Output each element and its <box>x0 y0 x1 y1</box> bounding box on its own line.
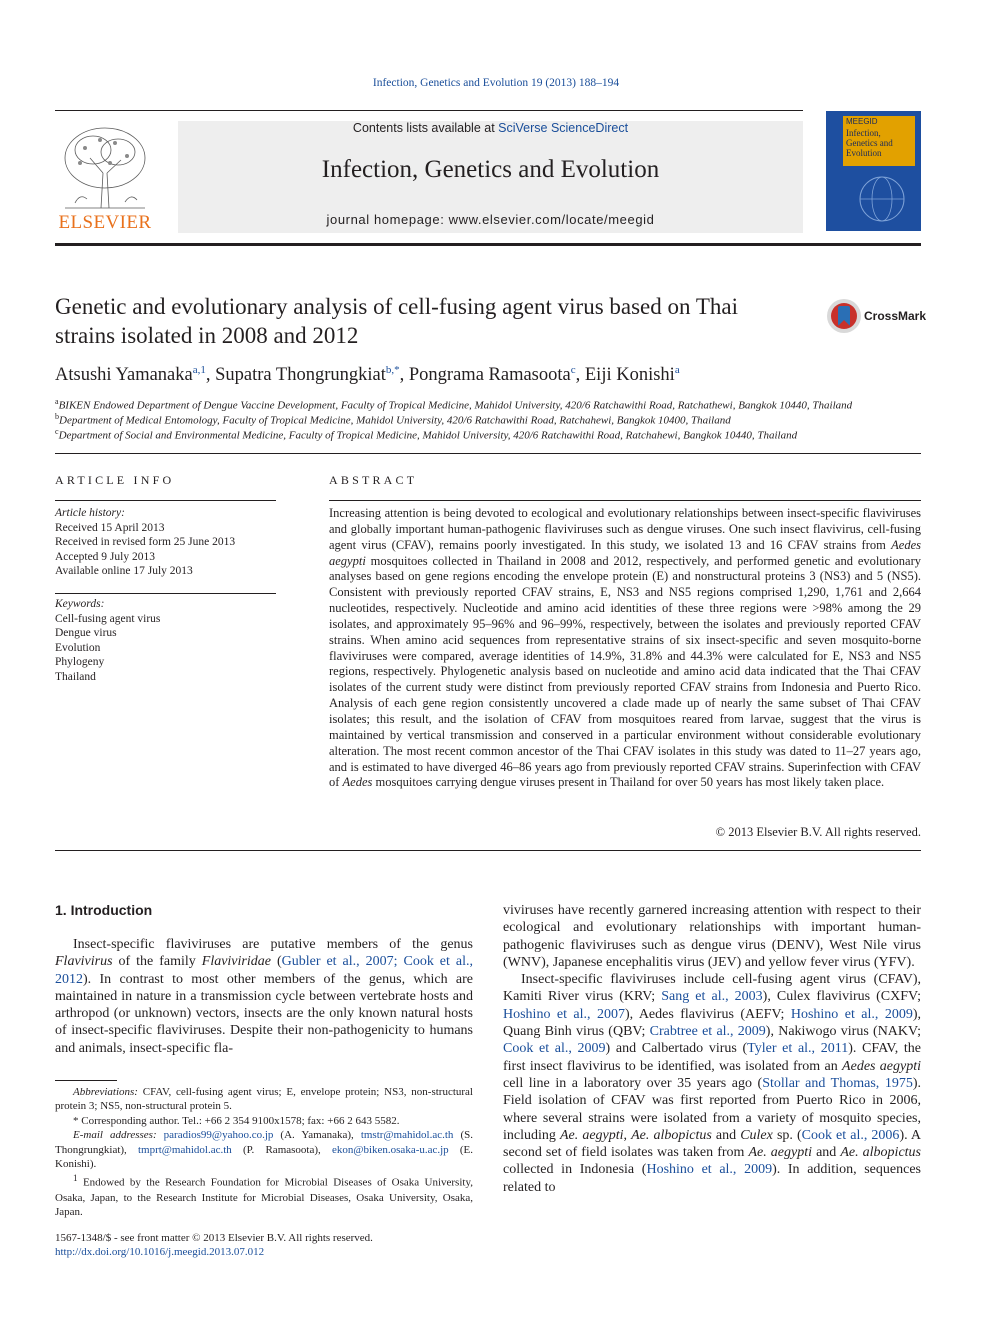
journal-citation[interactable]: Infection, Genetics and Evolution 19 (2013) 188–194 <box>372 77 620 89</box>
reference-link[interactable]: Hoshino et al., 2009 <box>790 1006 913 1022</box>
affiliation-mark: b <box>55 412 59 421</box>
text-run: and <box>711 1127 741 1143</box>
email-link[interactable]: ekon@biken.osaka-u.ac.jp <box>331 1143 449 1156</box>
homepage-prefix: journal homepage: <box>326 212 449 227</box>
crossmark-icon <box>826 298 862 334</box>
author-list <box>55 364 921 386</box>
author-name[interactable]: Pongrama Ramasoota <box>408 365 571 386</box>
abstract-rule <box>329 500 921 501</box>
text-run: ). Field isolation of CFAV was first reported from Puerto Rico in 2006, where several strains were isolated from a variety of mosquito species, including <box>503 1075 922 1143</box>
author-affiliation-mark: c <box>570 364 576 376</box>
text-run: ), Nakiwogo virus (NAKV; <box>765 1024 921 1040</box>
funding-note <box>55 1171 473 1219</box>
abstract-part: mosquitoes collected in Thailand in 2008 and 2012, respectively, and performed genetic and evolutionary analyses based on gene regions encoding the envelope protein (E) and nonstructural proteins 3 (NS3) and 5 (NS5). Consistent with previously reported CFAV strains, E, NS3 and NS5 regions comprised 1,290, 1,761 and 2,664 nucleotides, respectively. Nucleotide and amino acid identities of these three regions were >98% among the 29 isolates, and approximately 95–96% and 96–99%, respectively, between the isolates and previously reported CFAV strains. When amino acid sequences from representative strains of six insect-specific and seven mosquito-borne flaviviruses were compared, average identities of 14.9%, 31.8% and 44.3% were calculated for E, NS3 and NS5 regions, respectively. Phylogenetic analysis based on nucleotide and amino acid data indicated that the Thai CFAV isolates of the current study were distinct from previously reported CFAV strains from Indonesia and Puerto Rico. Analysis of each gene region consistently uncovered a clade made up of nearly the same subset of Thai CFAV isolates; this result, and the isolation of CFAV from mosquitoes reared from larvae, suggest that the virus is maintained by vertical transmission and conserved in a particular environment without considerable evolutionary alteration. The most recent common ancestor of the Thai CFAV isolates in this study was dated to 11–27 years ago, and is estimated to have diverged 46–86 years ago from previously reported CFAV strains. Superinfection with CFAV of <box>329 553 921 790</box>
abbreviations-note <box>55 1085 473 1114</box>
journal-cover-image <box>826 111 921 231</box>
history-item: Accepted 9 July 2013 <box>55 550 155 563</box>
text-run: ). CFAV, the first insect flavivirus to be identified, was isolated from an <box>503 1041 921 1074</box>
header-thick-rule <box>55 243 921 246</box>
history-label: Article history: <box>55 507 125 519</box>
keywords-label: Keywords: <box>55 598 105 610</box>
reference-link[interactable]: Hoshino et al., 2007 <box>503 1006 625 1022</box>
issn-line: 1567-1348/$ - see front matter © 2013 Elsevier B.V. All rights reserved. <box>55 1232 373 1244</box>
italic-run: Flavivirus <box>55 954 113 970</box>
globe-icon <box>848 173 916 225</box>
email-label: E-mail addresses: <box>73 1129 157 1142</box>
affiliation-text: Department of Social and Environmental Medicine, Faculty of Tropical Medicine, Mahidol University, 420/6 Ratchawithi Road, Ratchahewi, Bangkok 10440, Thailand <box>58 429 798 442</box>
crossmark-badge[interactable] <box>826 298 926 334</box>
email-link[interactable]: tmstr@mahidol.ac.th <box>360 1129 454 1142</box>
article-history <box>55 506 276 579</box>
text-run: ( <box>270 954 282 970</box>
keywords-list <box>55 597 276 684</box>
contents-line <box>178 121 803 135</box>
keyword: Evolution <box>55 641 101 654</box>
intro-paragraph <box>503 971 921 1196</box>
section-heading-introduction: 1. Introduction <box>55 902 153 918</box>
journal-name: Infection, Genetics and Evolution <box>321 156 660 183</box>
affiliation-mark: c <box>55 427 59 436</box>
email-note <box>55 1128 473 1171</box>
italic-run: Flaviviridae <box>201 954 271 970</box>
corresponding-author-note: * Corresponding author. Tel.: +66 2 354 9100x1578; fax: +66 2 643 5582. <box>73 1114 400 1127</box>
text-run: ) and Calbertado virus ( <box>605 1041 748 1057</box>
abstract-heading: ABSTRACT <box>329 473 418 487</box>
text-run: ), Culex flavivirus (CXFV; <box>762 989 922 1005</box>
front-matter-rule <box>55 453 921 454</box>
doi-link[interactable]: http://dx.doi.org/10.1016/j.meegid.2013.07.012 <box>55 1246 265 1259</box>
author-affiliation-mark: a,1 <box>192 364 206 376</box>
text-run: ). In addition, sequences related to <box>503 1162 921 1195</box>
issn-doi-block <box>55 1231 473 1259</box>
history-item: Available online 17 July 2013 <box>55 565 193 577</box>
article-info-rule <box>55 500 276 501</box>
intro-paragraph: viviruses have recently garnered increasing attention with respect to their ecological and evolutionary relationships with important human-pathogenic flaviviruses such as dengue virus (DENV), West Nile virus (WNV), Japanese encephalitis virus (JEV) and yellow fever virus (YFV). <box>503 903 921 970</box>
text-run: sp. ( <box>772 1127 802 1143</box>
keyword: Dengue virus <box>55 627 117 639</box>
reference-link[interactable]: Tyler et al., 2011 <box>747 1041 849 1057</box>
article-title: Genetic and evolutionary analysis of cell-fusing agent virus based on Thai strains isolated in 2008 and 2012 <box>55 294 738 348</box>
keywords-rule <box>55 593 276 594</box>
reference-link[interactable]: Stollar and Thomas, 1975 <box>762 1075 913 1091</box>
author-affiliation-mark: b,* <box>385 364 400 376</box>
abbrev-text: CFAV, cell-fusing agent virus; E, envelope protein; NS3, non-structural protein 3; NS5, non-structural protein 5. <box>55 1086 473 1113</box>
text-run: of the family <box>112 954 202 970</box>
abstract-species: Aedes <box>342 775 373 790</box>
author-separator: , <box>399 365 409 386</box>
intro-paragraph <box>55 936 473 1057</box>
reference-link[interactable]: Cook et al., 2009 <box>503 1041 606 1057</box>
history-item: Received 15 April 2013 <box>55 521 165 534</box>
right-column-text <box>503 902 921 1196</box>
affiliation-text: BIKEN Endowed Department of Dengue Vaccine Development, Faculty of Tropical Medicine, Mahidol University, 420/6 Ratchawithi Road, Ratchathewi, Bangkok 10440, Thailand <box>58 399 853 412</box>
reference-link[interactable]: Gubler et al., 2007; Cook et al., 2012 <box>55 954 473 987</box>
article-info-heading: ARTICLE INFO <box>55 473 175 487</box>
abstract-species: Aedes aegypti <box>329 537 921 568</box>
author-name[interactable]: Supatra Thongrungkiat <box>215 365 386 386</box>
text-run: ), Aedes flavivirus (AEFV; <box>624 1006 791 1022</box>
footnotes <box>55 1085 473 1219</box>
email-link[interactable]: paradios99@yahoo.co.jp <box>163 1129 274 1142</box>
author-name[interactable]: Eiji Konishi <box>584 365 675 386</box>
crossmark-label: CrossMark <box>864 309 927 323</box>
text-run: Insect-specific flaviviruses are putative members of the genus <box>73 937 473 952</box>
reference-link[interactable]: Sang et al., 2003 <box>661 989 763 1005</box>
text-run: cell line in a laboratory over 35 years ago ( <box>503 1075 763 1091</box>
contents-prefix: Contents lists available at <box>352 121 499 135</box>
keyword: Thailand <box>55 670 96 683</box>
footnote-text: Endowed by the Research Foundation for Microbial Diseases of Osaka University, Osaka, Japan, to the Research Institute for Microbial Diseases, Osaka University, Osaka, Japan. <box>55 1177 473 1218</box>
footnote-rule <box>55 1080 117 1081</box>
email-link[interactable]: tmprt@mahidol.ac.th <box>137 1143 232 1156</box>
affiliation-mark: a <box>55 397 59 406</box>
abbrev-label: Abbreviations: <box>73 1086 138 1098</box>
italic-run: Ae. albopictus <box>631 1127 712 1143</box>
italic-run: Ae. aegypti <box>748 1145 813 1161</box>
keyword: Phylogeny <box>55 656 105 668</box>
cover-title: Infection, Genetics and Evolution <box>846 128 893 158</box>
text-run: ). In contrast to most other members of the genus, which are maintained in nature in a transmission cycle between vertebrate hosts and arthropod (or unknown) vectors, insects are the only known natural hosts of insect-specific flaviviruses. Despite their non-pathogenicity to humans and animals, insect-specific fla- <box>55 971 473 1056</box>
footnote-mark: 1 <box>73 1173 78 1184</box>
email-owner: (S. Thongrungkiat), <box>55 1129 474 1156</box>
abstract-copyright: © 2013 Elsevier B.V. All rights reserved. <box>715 825 921 839</box>
text-run: Insect-specific flaviviruses include cell-fusing agent virus (CFAV), Kamiti River virus (KRV; <box>503 972 921 1005</box>
author-name[interactable]: Atsushi Yamanaka <box>55 365 193 386</box>
email-owner: (E. Konishi). <box>55 1143 473 1171</box>
abstract-bottom-rule <box>55 850 921 851</box>
cover-tag: MEEGID <box>846 117 878 126</box>
abstract-part: mosquitoes carrying dengue viruses present in Thailand for over 50 years has most likely taken place. <box>372 775 885 790</box>
left-column-text <box>55 936 473 1057</box>
text-run: , <box>623 1127 632 1143</box>
author-affiliation-mark: a <box>674 364 680 376</box>
affiliation-c <box>55 424 921 444</box>
text-run: ). A second set of field isolates was taken from <box>503 1127 922 1161</box>
text-run: collected in Indonesia ( <box>503 1162 647 1178</box>
italic-run: Aedes aegypti <box>842 1058 921 1074</box>
author-separator: , <box>205 365 216 386</box>
email-owner: (A. Yamanaka), <box>273 1129 361 1142</box>
email-owner: (P. Ramasoota), <box>231 1143 332 1156</box>
elsevier-wordmark: ELSEVIER <box>58 212 152 233</box>
italic-run: Culex <box>740 1127 773 1143</box>
homepage-url[interactable]: www.elsevier.com/locate/meegid <box>448 212 655 227</box>
reference-link[interactable]: Hoshino et al., 2009 <box>646 1162 773 1178</box>
text-run: and <box>812 1145 841 1161</box>
reference-link[interactable]: Cook et al., 2006 <box>801 1127 900 1143</box>
keyword: Cell-fusing agent virus <box>55 612 161 625</box>
author-separator: , <box>575 365 585 386</box>
italic-run: Ae. aegypti <box>559 1127 624 1143</box>
abstract-part: Increasing attention is being devoted to ecological and evolutionary relationships between insect-specific flaviviruses and globally important human-pathogenic flaviviruses such as dengue viruses. One such insect flavivirus, cell-fusing agent virus (CFAV), remains poorly investigated. In this study, we isolated 13 and 16 CFAV strains from <box>329 506 921 552</box>
history-item: Received in revised form 25 June 2013 <box>55 536 236 548</box>
header-rule <box>55 110 803 111</box>
sciencedirect-link[interactable]: SciVerse ScienceDirect <box>498 121 629 135</box>
affiliation-text: Department of Medical Entomology, Faculty of Tropical Medicine, Mahidol University, 420/6 Ratchawithi Road, Ratchahewi, Bangkok 10400, Thailand <box>59 414 731 427</box>
text-run: ), Quang Binh virus (QBV; <box>503 1006 922 1040</box>
italic-run: Ae. albopictus <box>840 1145 921 1161</box>
reference-link[interactable]: Crabtree et al., 2009 <box>649 1024 766 1040</box>
abstract-text <box>329 506 921 791</box>
journal-homepage <box>178 212 803 227</box>
